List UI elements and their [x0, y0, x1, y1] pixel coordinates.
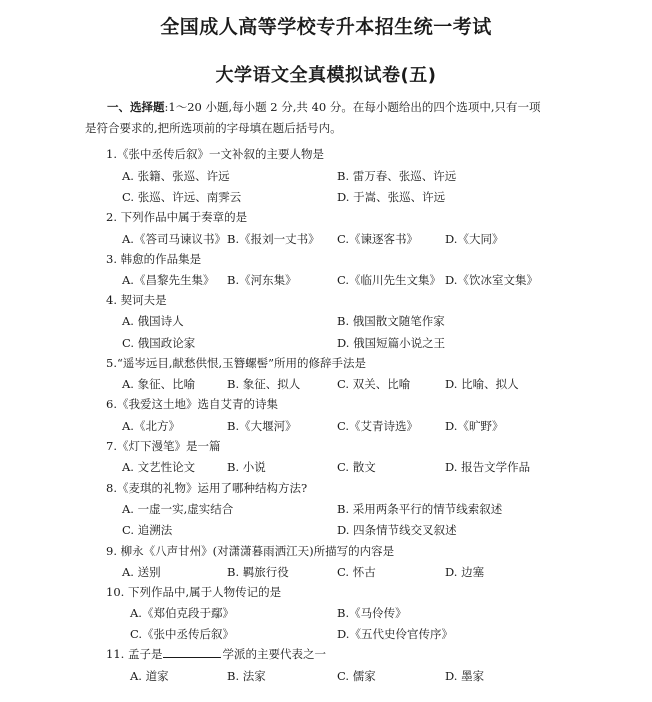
question-3-stem: 3. 韩愈的作品集是 — [106, 252, 202, 266]
question-9-option-a: A. 送别 — [122, 565, 161, 579]
question-6-option-d: D.《旷野》 — [445, 419, 504, 433]
question-10-option-b: B.《马伶传》 — [337, 606, 407, 620]
question-4-option-a: A. 俄国诗人 — [122, 314, 184, 328]
question-11-option-c: C. 儒家 — [337, 669, 376, 683]
question-1-option-a: A. 张籍、张巡、许远 — [122, 169, 230, 183]
question-5-stem: 5.“遥岑远目,献愁供恨,玉簪螺髻”所用的修辞手法是 — [106, 356, 367, 370]
question-8-option-c: C. 追溯法 — [122, 523, 173, 537]
question-9-stem: 9. 柳永《八声甘州》(对潇潇暮雨洒江天)所描写的内容是 — [106, 544, 395, 558]
question-2-option-d: D.《大同》 — [445, 232, 504, 246]
question-9-option-c: C. 怀古 — [337, 565, 376, 579]
question-8-stem: 8.《麦琪的礼物》运用了哪种结构方法? — [106, 481, 308, 495]
question-10-option-d: D.《五代史伶官传序》 — [337, 627, 453, 641]
question-8-option-a: A. 一虚一实,虚实结合 — [122, 502, 234, 516]
question-3-option-d: D.《饮冰室文集》 — [445, 273, 538, 287]
question-7-option-b: B. 小说 — [227, 460, 266, 474]
question-11-option-d: D. 墨家 — [445, 669, 485, 683]
question-11-option-b: B. 法家 — [227, 669, 266, 683]
question-9-option-d: D. 边塞 — [445, 565, 485, 579]
question-4-stem: 4. 契诃夫是 — [106, 293, 167, 307]
question-2-stem: 2. 下列作品中属于奏章的是 — [106, 210, 248, 224]
question-5-option-d: D. 比喻、拟人 — [445, 377, 519, 391]
question-2-option-b: B.《报刘一丈书》 — [227, 232, 320, 246]
section-heading: 一、选择题 — [107, 100, 165, 114]
question-1-option-c: C. 张巡、许远、南霁云 — [122, 190, 242, 204]
question-6-stem: 6.《我爱这土地》选自艾青的诗集 — [106, 397, 278, 411]
instruction-text-1: :1～20 小题,每小题 2 分,共 40 分。在每小题给出的四个选项中,只有一项 — [164, 100, 541, 114]
question-5-option-c: C. 双关、比喻 — [337, 377, 411, 391]
question-7-option-d: D. 报告文学作品 — [445, 460, 531, 474]
question-5-option-a: A. 象征、比喻 — [122, 377, 196, 391]
instruction-text-2: 是符合要求的,把所选项前的字母填在题后括号内。 — [85, 121, 342, 135]
section-instructions — [85, 97, 585, 139]
question-11-stem: 11. 孟子是 学派的主要代表之一 — [106, 647, 326, 661]
question-3-option-c: C.《临川先生文集》 — [337, 273, 442, 287]
question-6-option-b: B.《大堰河》 — [227, 419, 297, 433]
question-5-option-b: B. 象征、拟人 — [227, 377, 301, 391]
question-10-stem: 10. 下列作品中,属于人物传记的是 — [106, 585, 282, 599]
question-7-option-c: C. 散文 — [337, 460, 376, 474]
paper-subtitle: 大学语文全真模拟试卷(五) — [215, 65, 437, 86]
question-9-option-b: B. 羁旅行役 — [227, 565, 289, 579]
question-4-option-c: C. 俄国政论家 — [122, 336, 196, 350]
question-3-option-b: B.《河东集》 — [227, 273, 297, 287]
question-1-stem: 1.《张中丞传后叙》一文补叙的主要人物是 — [106, 147, 324, 161]
question-6-option-c: C.《艾青诗选》 — [337, 419, 419, 433]
exam-title: 全国成人高等学校专升本招生统一考试 — [160, 16, 492, 38]
question-8-option-d: D. 四条情节线交叉叙述 — [337, 523, 457, 537]
question-10-option-c: C.《张中丞传后叙》 — [130, 627, 235, 641]
question-1-option-d: D. 于嵩、张巡、许远 — [337, 190, 446, 204]
question-4-option-b: B. 俄国散文随笔作家 — [337, 314, 445, 328]
question-3-option-a: A.《昌黎先生集》 — [122, 273, 215, 287]
fill-in-blank — [163, 647, 221, 658]
question-11-option-a: A. 道家 — [130, 669, 169, 683]
question-4-option-d: D. 俄国短篇小说之王 — [337, 336, 446, 350]
question-1-option-b: B. 雷万春、张巡、许远 — [337, 169, 457, 183]
question-10-option-a: A.《郑伯克段于鄢》 — [130, 606, 234, 620]
question-8-option-b: B. 采用两条平行的情节线索叙述 — [337, 502, 503, 516]
question-6-option-a: A.《北方》 — [122, 419, 180, 433]
question-2-option-c: C.《谏逐客书》 — [337, 232, 419, 246]
question-7-option-a: A. 文艺性论文 — [122, 460, 196, 474]
question-7-stem: 7.《灯下漫笔》是一篇 — [106, 439, 221, 453]
question-2-option-a: A.《答司马谏议书》 — [122, 232, 226, 246]
